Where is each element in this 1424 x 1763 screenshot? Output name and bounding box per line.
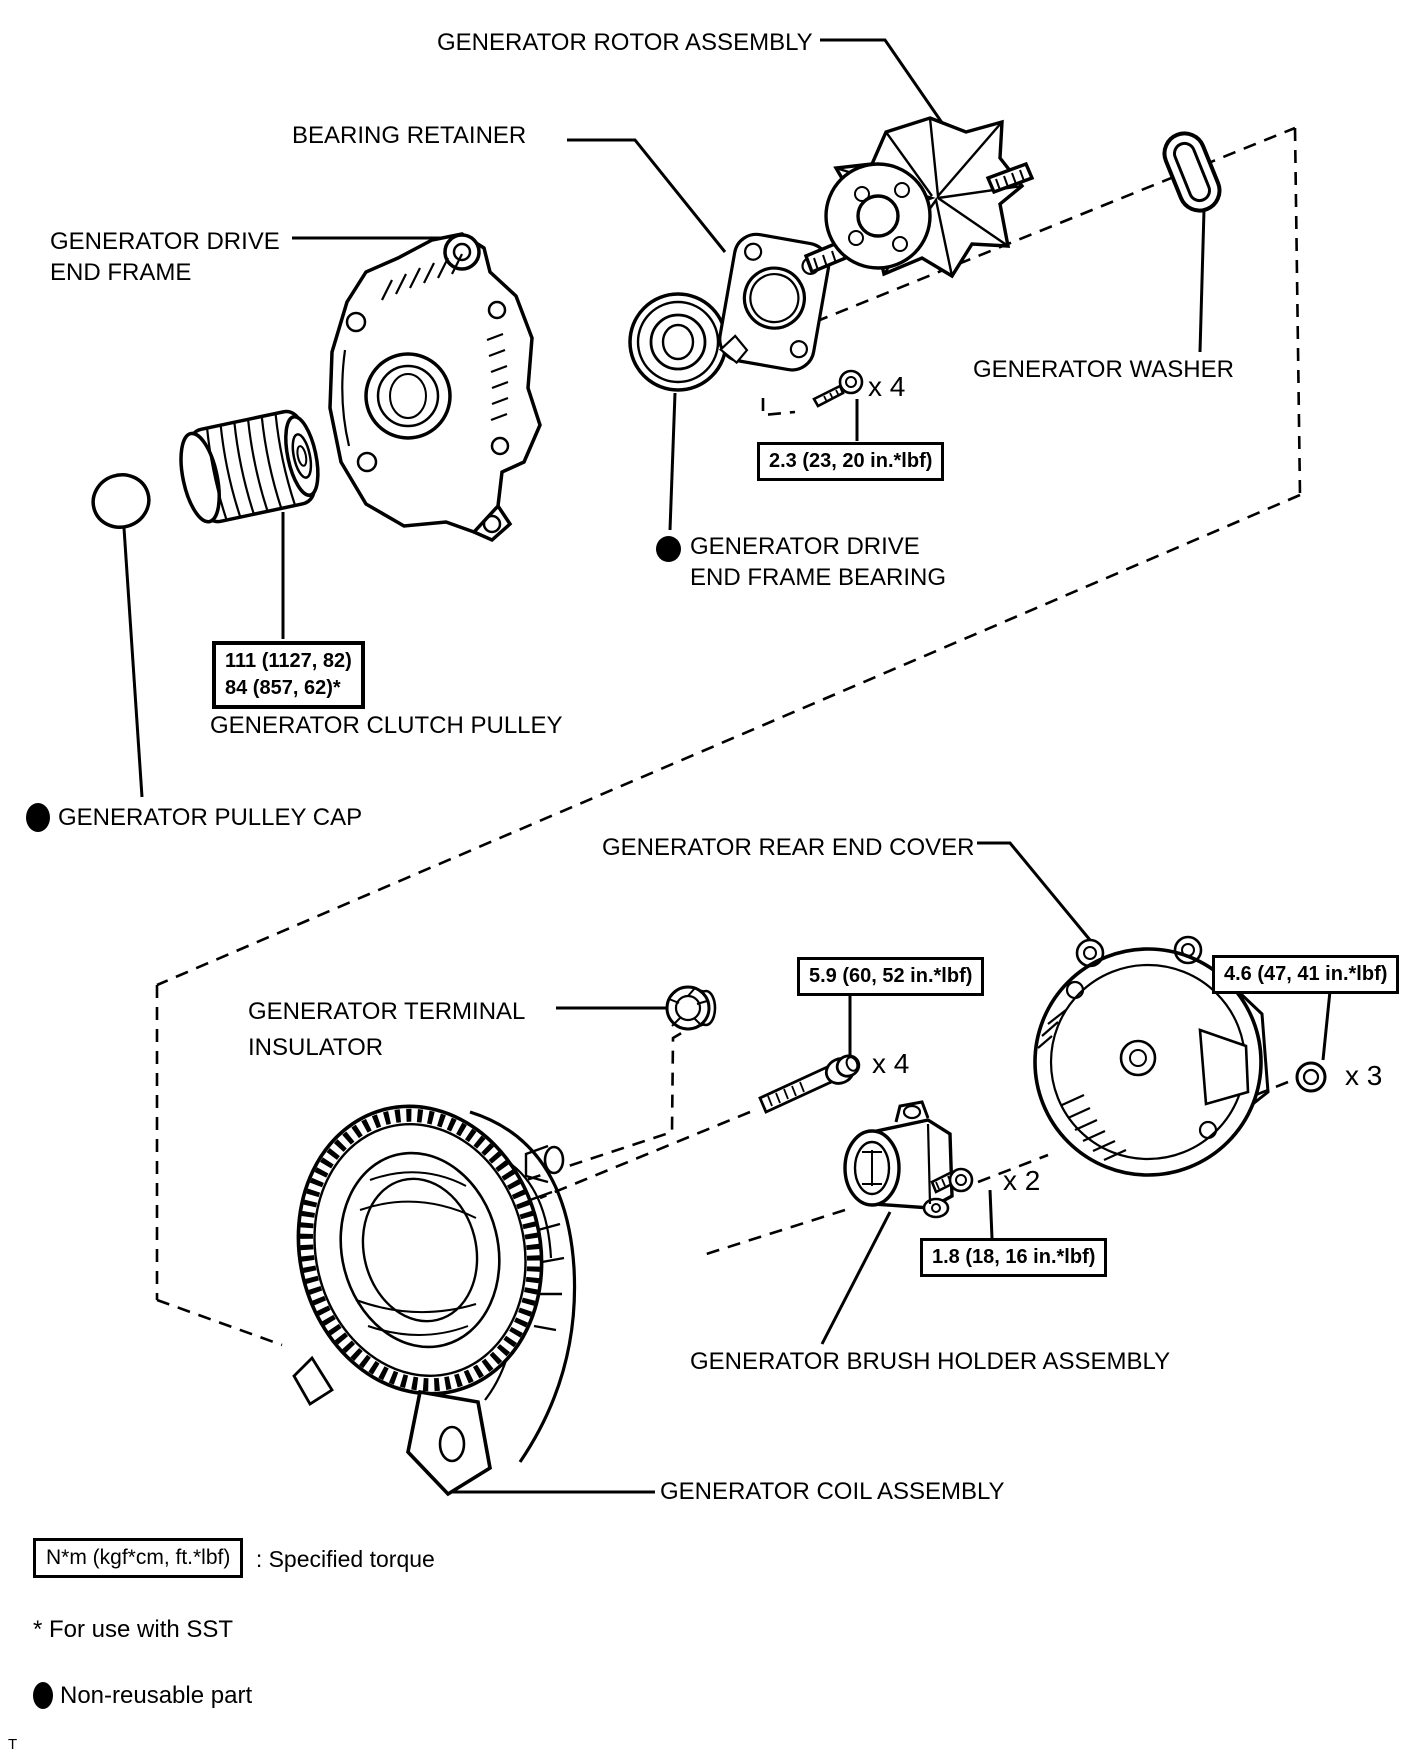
non-reusable-legend-bullet (33, 1682, 53, 1709)
through-bolt-torque-box: 5.9 (60, 52 in.*lbf) (797, 957, 984, 996)
brush-holder-drawing (845, 1102, 952, 1217)
washer-drawing (1158, 127, 1225, 216)
rear-end-cover-label: GENERATOR REAR END COVER (602, 834, 975, 861)
clutch-pulley-torque-box (212, 641, 365, 709)
pulley-cap-drawing (86, 468, 155, 535)
coil-assembly-drawing (268, 1080, 574, 1494)
page-mark: T (8, 1736, 18, 1753)
pulley-cap-label: GENERATOR PULLEY CAP (58, 804, 363, 831)
non-reusable-note: Non-reusable part (60, 1682, 253, 1709)
cover-nut-torque-box: 4.6 (47, 41 in.*lbf) (1212, 955, 1399, 994)
terminal-insulator-label-line1: GENERATOR TERMINAL (248, 998, 526, 1025)
terminal-insulator-label-line2: INSULATOR (248, 1034, 384, 1061)
terminal-insulator-drawing (667, 987, 715, 1029)
through-bolt-quantity: x 4 (872, 1048, 910, 1079)
brush-holder-screw-quantity: x 2 (1003, 1165, 1041, 1196)
non-reusable-bullet-bearing (656, 536, 681, 562)
clutch-pulley-drawing (174, 407, 326, 527)
rotor-assembly-label: GENERATOR ROTOR ASSEMBLY (437, 29, 813, 56)
clutch-pulley-label: GENERATOR CLUTCH PULLEY (210, 712, 563, 739)
drive-end-frame-bearing-drawing (630, 294, 726, 390)
cover-nut-drawing (1297, 1063, 1325, 1091)
washer-label: GENERATOR WASHER (973, 356, 1234, 383)
drive-end-frame-label-line1: GENERATOR DRIVE (50, 228, 280, 255)
brush-holder-screw-torque-box: 1.8 (18, 16 in.*lbf) (920, 1238, 1107, 1277)
cover-nut-quantity: x 3 (1345, 1060, 1383, 1091)
drive-end-frame-bearing-label (690, 531, 946, 593)
retainer-screw-quantity: x 4 (868, 371, 906, 402)
through-bolt-drawing (760, 1052, 862, 1112)
drive-end-frame-label (50, 226, 280, 288)
def-bearing-label-line2: END FRAME BEARING (690, 564, 947, 591)
coil-assembly-label: GENERATOR COIL ASSEMBLY (660, 1478, 1005, 1505)
torque-legend-caption: : Specified torque (255, 1546, 435, 1573)
retainer-screw-torque-box: 2.3 (23, 20 in.*lbf) (757, 442, 944, 481)
clutch-pulley-torque-line2: 84 (857, 62)* (225, 677, 341, 699)
clutch-pulley-torque-line1: 111 (1127, 82) (225, 650, 352, 672)
sst-note: * For use with SST (33, 1616, 234, 1643)
drive-end-frame-drawing (330, 234, 540, 540)
def-bearing-label-line1: GENERATOR DRIVE (690, 533, 920, 560)
brush-holder-label: GENERATOR BRUSH HOLDER ASSEMBLY (690, 1348, 1171, 1375)
terminal-insulator-label (248, 994, 525, 1066)
rotor-assembly-drawing (806, 118, 1032, 276)
non-reusable-bullet-pulley-cap (26, 803, 50, 832)
torque-unit-box: N*m (kgf*cm, ft.*lbf) (33, 1538, 243, 1578)
drive-end-frame-label-line2: END FRAME (50, 259, 192, 286)
bearing-retainer-label: BEARING RETAINER (292, 122, 527, 149)
retainer-screw-drawing (814, 371, 862, 406)
torque-legend (33, 1538, 435, 1578)
